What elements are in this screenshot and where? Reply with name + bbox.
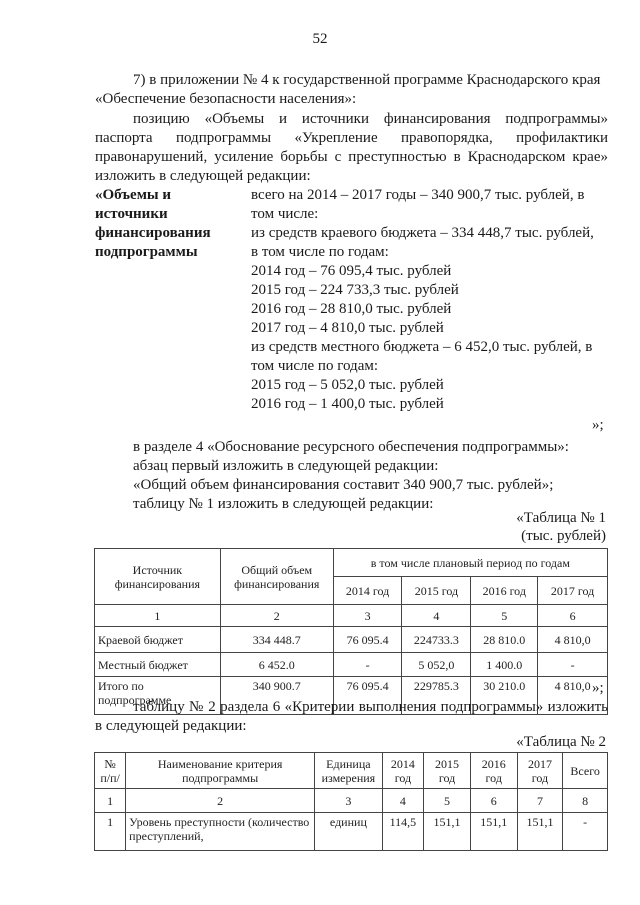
cell: 151,1 xyxy=(470,813,517,851)
column-number: 3 xyxy=(333,605,402,627)
header-year: 2014 год xyxy=(333,577,402,605)
column-number: 4 xyxy=(382,789,424,813)
header-criterion: Наименование критерия подпрограммы xyxy=(126,753,315,789)
cell: 334 448.7 xyxy=(220,627,333,653)
cell: 114,5 xyxy=(382,813,424,851)
closing-quote: »; xyxy=(592,417,604,433)
cell: 5 052,0 xyxy=(402,653,471,677)
cell: 6 452.0 xyxy=(220,653,333,677)
section4-line-2: абзац первый изложить в следующей редакции: xyxy=(133,458,439,474)
column-number: 1 xyxy=(95,789,126,813)
table-row xyxy=(95,627,608,653)
table2-intro-line-2: в следующей редакции: xyxy=(95,718,247,734)
table-1 xyxy=(94,548,608,715)
position-label-4: подпрограммы xyxy=(95,244,198,260)
cell: 224733.3 xyxy=(402,627,471,653)
cell: 151,1 xyxy=(517,813,563,851)
column-number: 5 xyxy=(424,789,471,813)
column-number: 2 xyxy=(220,605,333,627)
header-year: 2017 год xyxy=(517,753,563,789)
header-year: 2015 год xyxy=(424,753,471,789)
column-number: 1 xyxy=(95,605,221,627)
header-year: 2016 год xyxy=(470,753,517,789)
position-line-3: правонарушений, усиление борьбы с преступностью в Краснодарском крае» xyxy=(95,149,608,165)
position-label-2: источники xyxy=(95,206,168,222)
funding-line: в том числе по годам: xyxy=(251,244,389,260)
cell: 4 810,0 xyxy=(538,677,608,715)
cell: - xyxy=(333,653,402,677)
cell: 151,1 xyxy=(424,813,471,851)
table2-caption: «Таблица № 2 xyxy=(516,734,606,750)
header-year: 2014 год xyxy=(382,753,424,789)
cell: 340 900.7 xyxy=(220,677,333,715)
cell: 229785.3 xyxy=(402,677,471,715)
table1-closing-quote: »; xyxy=(592,680,604,696)
funding-line: 2015 год – 224 733,3 тыс. рублей xyxy=(251,282,459,298)
cell: 1 xyxy=(95,813,126,851)
funding-line: том числе: xyxy=(251,206,319,222)
cell: - xyxy=(538,653,608,677)
column-number: 3 xyxy=(315,789,383,813)
row-label: Местный бюджет xyxy=(95,653,221,677)
position-line-1: позицию «Объемы и источники финансирования подпрограммы» xyxy=(133,111,608,127)
cell: 28 810.0 xyxy=(471,627,538,653)
column-number: 4 xyxy=(402,605,471,627)
column-number: 6 xyxy=(470,789,517,813)
intro-line-1: 7) в приложении № 4 к государственной программе Краснодарского края xyxy=(133,72,601,88)
header-total: Общий объем финансирования xyxy=(220,549,333,605)
table1-caption: «Таблица № 1 xyxy=(516,510,606,526)
funding-line: 2015 год – 5 052,0 тыс. рублей xyxy=(251,377,444,393)
funding-line: всего на 2014 – 2017 годы – 340 900,7 тыс. рублей, в xyxy=(251,187,585,203)
header-total: Всего xyxy=(563,753,608,789)
row-label: Итого по подпрограмме xyxy=(95,677,221,715)
column-number: 5 xyxy=(471,605,538,627)
table-row xyxy=(95,813,608,851)
header-year: 2017 год xyxy=(538,577,608,605)
table-row xyxy=(95,789,608,813)
funding-line: 2016 год – 1 400,0 тыс. рублей xyxy=(251,396,444,412)
section4-line-4: таблицу № 1 изложить в следующей редакции: xyxy=(133,496,434,512)
table-row xyxy=(95,653,608,677)
funding-line: 2016 год – 28 810,0 тыс. рублей xyxy=(251,301,452,317)
position-line-2: паспорта подпрограммы «Укрепление правопорядка, профилактики xyxy=(95,130,608,146)
column-number: 2 xyxy=(126,789,315,813)
cell: Уровень преступности (количество преступлений, xyxy=(126,813,315,851)
funding-line: из средств местного бюджета – 6 452,0 тыс. рублей, в xyxy=(251,339,593,355)
column-number: 6 xyxy=(538,605,608,627)
funding-line: том числе по годам: xyxy=(251,358,379,374)
cell: - xyxy=(563,813,608,851)
header-number: № п/п/ xyxy=(95,753,126,789)
section4-line-3: «Общий объем финансирования составит 340 900,7 тыс. рублей»; xyxy=(133,477,554,493)
funding-line: из средств краевого бюджета – 334 448,7 тыс. рублей, xyxy=(251,225,594,241)
funding-line: 2014 год – 76 095,4 тыс. рублей xyxy=(251,263,452,279)
header-period: в том числе плановый период по годам xyxy=(333,549,607,577)
cell: 30 210.0 xyxy=(471,677,538,715)
header-year: 2016 год xyxy=(471,577,538,605)
position-label-3: финансирования xyxy=(95,225,211,241)
cell: 76 095.4 xyxy=(333,677,402,715)
cell: единиц xyxy=(315,813,383,851)
position-label-1: «Объемы и xyxy=(95,187,172,203)
cell: 4 810,0 xyxy=(538,627,608,653)
cell: 1 400.0 xyxy=(471,653,538,677)
header-unit: Единица измерения xyxy=(315,753,383,789)
position-line-4: изложить в следующей редакции: xyxy=(95,168,311,184)
cell: 76 095.4 xyxy=(333,627,402,653)
column-number: 7 xyxy=(517,789,563,813)
intro-line-2: «Обеспечение безопасности населения»: xyxy=(95,91,357,107)
table1-unit: (тыс. рублей) xyxy=(521,528,606,544)
funding-line: 2017 год – 4 810,0 тыс. рублей xyxy=(251,320,444,336)
table-row xyxy=(95,605,608,627)
page-number: 52 xyxy=(312,31,328,47)
header-source: Источник финансирования xyxy=(95,549,221,605)
section4-line-1: в разделе 4 «Обоснование ресурсного обеспечения подпрограммы»: xyxy=(133,439,569,455)
table-2 xyxy=(94,752,608,851)
row-label: Краевой бюджет xyxy=(95,627,221,653)
table2-intro-line-1: таблицу № 2 раздела 6 «Критерии выполнения подпрограммы» изложить xyxy=(133,699,608,715)
header-year: 2015 год xyxy=(402,577,471,605)
column-number: 8 xyxy=(563,789,608,813)
